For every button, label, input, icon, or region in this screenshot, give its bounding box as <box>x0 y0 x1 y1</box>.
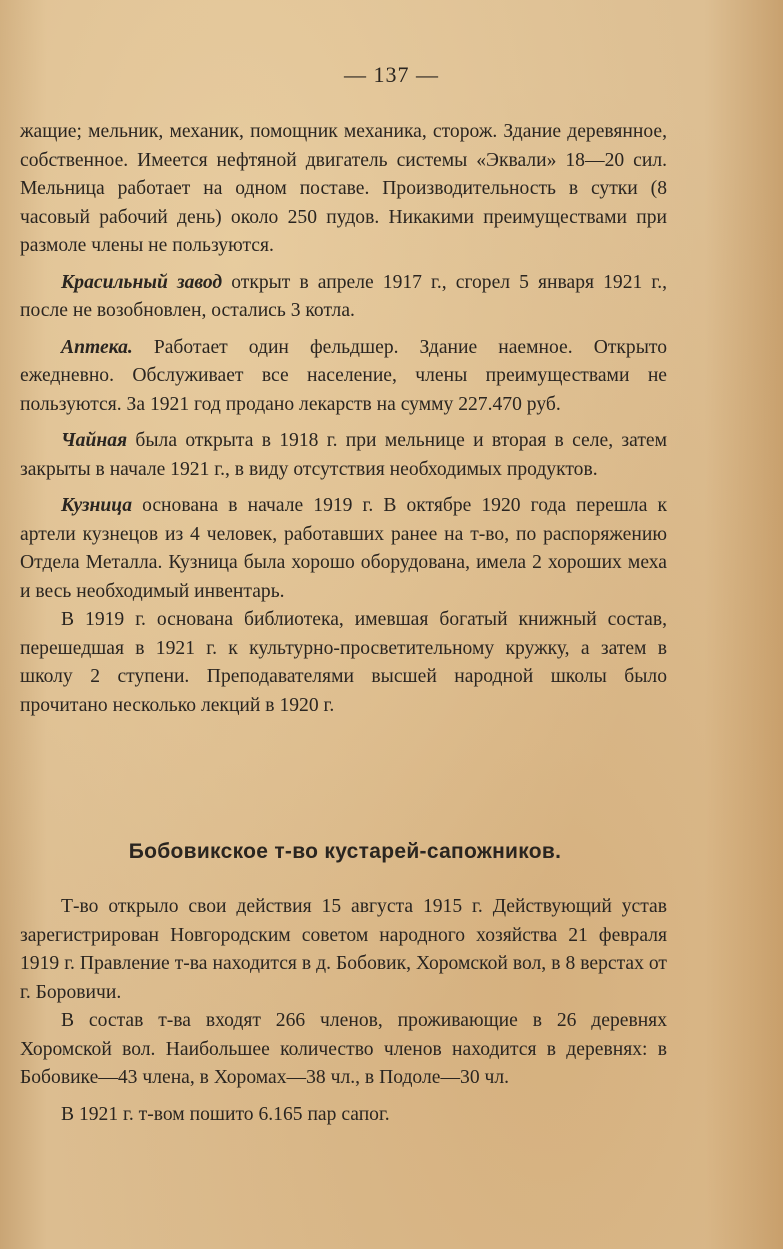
paragraph-membership: В состав т-ва входят 266 членов, проживающие в 26 деревнях Хоромской вол. Наибольшее количество членов находится в деревнях: в Бобовике—43 члена, в Хоромах—38 чл., в Подоле—30 чл. <box>20 1010 667 1088</box>
text-pharmacy: Работает один фельдшер. Здание наемное. Открыто ежедневно. Обслуживает все население, члены преимуществами не пользуются. За 1921 год продано лекарств на сумму 227.470 руб. <box>20 336 667 415</box>
body-text-upper <box>20 118 667 720</box>
lead-dye-works: Красильный завод <box>61 271 223 293</box>
text-teahouse: была открыта в 1918 г. при мельнице и вторая в селе, затем закрыты в начале 1921 г., в виду отсутствия необходимых продуктов. <box>20 430 667 480</box>
paragraph-pharmacy <box>20 334 667 420</box>
paragraph-smithy <box>20 492 667 606</box>
paragraph-founding: Т-во открыло свои действия 15 августа 1915 г. Действующий устав зарегистрирован Новгородским советом народного хозяйства 21 февраля 1919 г. Правление т-ва находится в д. Бобовик, Хоромской вол, в 8 верстах от г. Боровичи. <box>20 896 667 1003</box>
paragraph-teahouse <box>20 427 667 484</box>
text-smithy: основана в начале 1919 г. В октябре 1920 года перешла к артели кузнецов из 4 человек, работавших ранее на т-во, по распоряжению Отдела Металла. Кузница была хорошо оборудована, имела 2 хороших меха и весь необходимый инвентарь. <box>20 495 667 602</box>
paragraph-dye-works <box>20 269 667 326</box>
lead-teahouse: Чайная <box>61 430 128 451</box>
section-heading: Бобовикское т-во кустарей-сапожников. <box>128 840 562 863</box>
paragraph-production: В 1921 г. т-вом пошито 6.165 пар сапог. <box>61 1103 390 1125</box>
text-dye-works: открыт в апреле 1917 г., сгорел 5 января 1921 г., после не возобновлен, остались 3 котла. <box>20 271 668 321</box>
paragraph-mill: жащие; мельник, механик, помощник механика, сторож. Здание деревянное, собственное. Имеется нефтяной двигатель системы «Эквали» 18—20 сил. Мельница работает на одном поставе. Производительность в сутки (8 часовый рабочий день) около 250 пудов. Никакими преимуществами при размоле члены не пользуются. <box>20 121 667 256</box>
body-text-lower <box>20 893 667 1129</box>
paragraph-library: В 1919 г. основана библиотека, имевшая богатый книжный состав, перешедшая в 1921 г. к культурно-просветительному кружку, а затем в школу 2 ступени. Преподавателями высшей народной школы было прочитано несколько лекций в 1920 г. <box>20 609 667 716</box>
page-number: — 137 — <box>344 62 439 87</box>
lead-pharmacy: Аптека. <box>61 336 133 358</box>
lead-smithy: Кузница <box>61 495 132 516</box>
